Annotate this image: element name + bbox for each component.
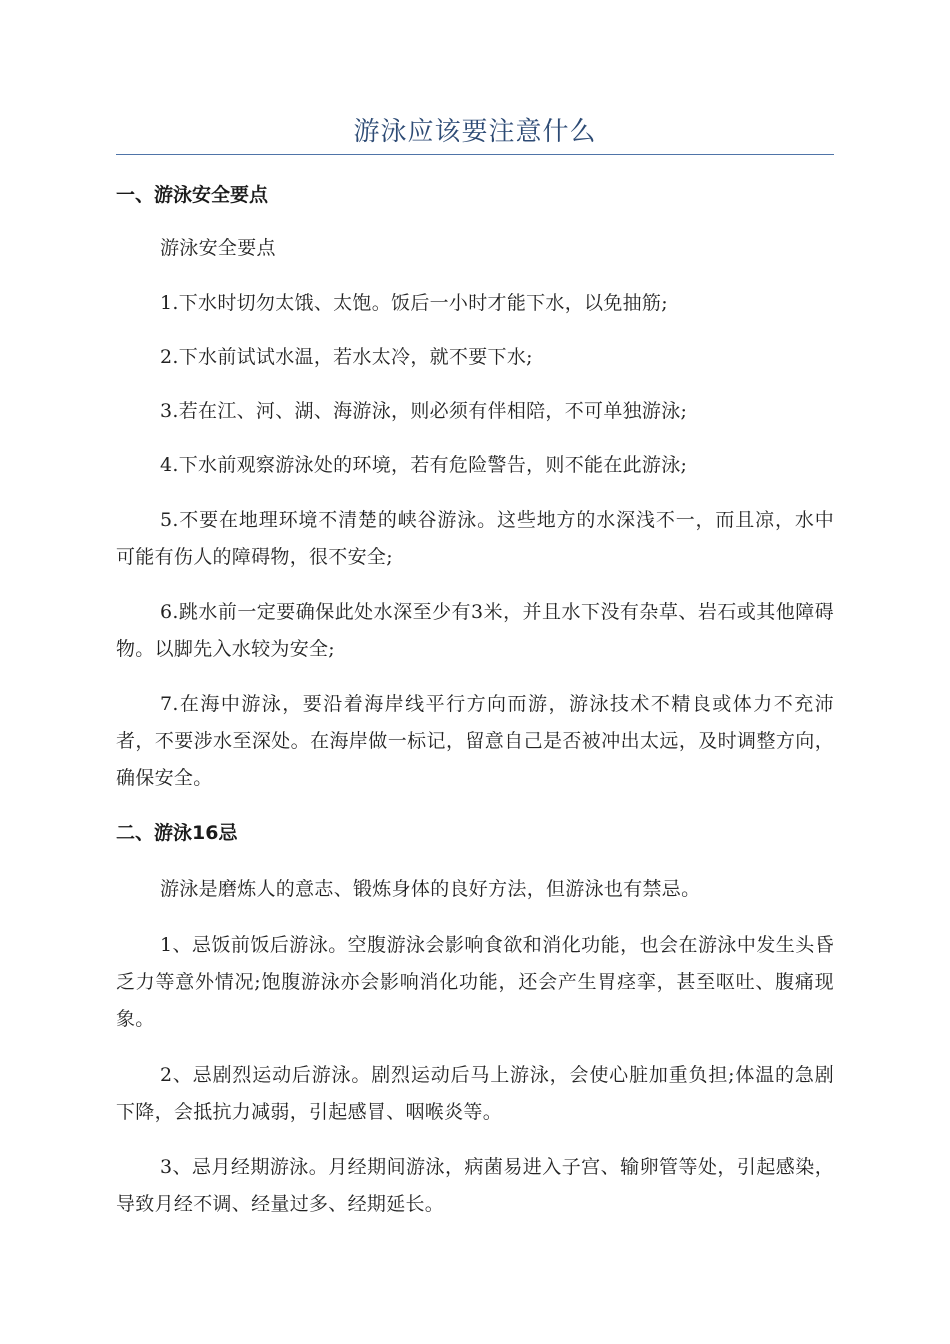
paragraph: 游泳是磨炼人的意志、锻炼身体的良好方法，但游泳也有禁忌。 xyxy=(160,878,701,900)
section-heading-safety: 一、游泳安全要点 xyxy=(116,184,269,206)
paragraph: 游泳安全要点 xyxy=(160,237,276,259)
paragraph: 5.不要在地理环境不清楚的峡谷游泳。这些地方的水深浅不一，而且凉，水中可能有伤人的障碍物，很不安全; xyxy=(116,509,834,568)
paragraph: 6.跳水前一定要确保此处水深至少有3米，并且水下没有杂草、岩石或其他障碍物。以脚先入水较为安全; xyxy=(116,601,834,660)
paragraph: 3、忌月经期游泳。月经期间游泳，病菌易进入子宫、输卵管等处，引起感染，导致月经不调、经量过多、经期延长。 xyxy=(116,1156,834,1215)
paragraph: 3.若在江、河、湖、海游泳，则必须有伴相陪，不可单独游泳; xyxy=(160,400,688,422)
document-title: 游泳应该要注意什么 xyxy=(353,117,597,147)
paragraph: 7.在海中游泳，要沿着海岸线平行方向而游，游泳技术不精良或体力不充沛者，不要涉水至深处。在海岸做一标记，留意自己是否被冲出太远，及时调整方向，确保安全。 xyxy=(116,693,834,789)
title-underline xyxy=(116,154,834,155)
section-heading-taboos: 二、游泳16忌 xyxy=(116,822,238,844)
paragraph: 1、忌饭前饭后游泳。空腹游泳会影响食欲和消化功能，也会在游泳中发生头昏乏力等意外情况;饱腹游泳亦会影响消化功能，还会产生胃痉挛，甚至呕吐、腹痛现象。 xyxy=(116,934,834,1030)
paragraph: 1.下水时切勿太饿、太饱。饭后一小时才能下水，以免抽筋; xyxy=(160,292,668,314)
paragraph: 4.下水前观察游泳处的环境，若有危险警告，则不能在此游泳; xyxy=(160,454,688,476)
paragraph: 2.下水前试试水温，若水太冷，就不要下水; xyxy=(160,346,533,368)
paragraph: 2、忌剧烈运动后游泳。剧烈运动后马上游泳，会使心脏加重负担;体温的急剧下降，会抵抗力减弱，引起感冒、咽喉炎等。 xyxy=(116,1064,834,1123)
